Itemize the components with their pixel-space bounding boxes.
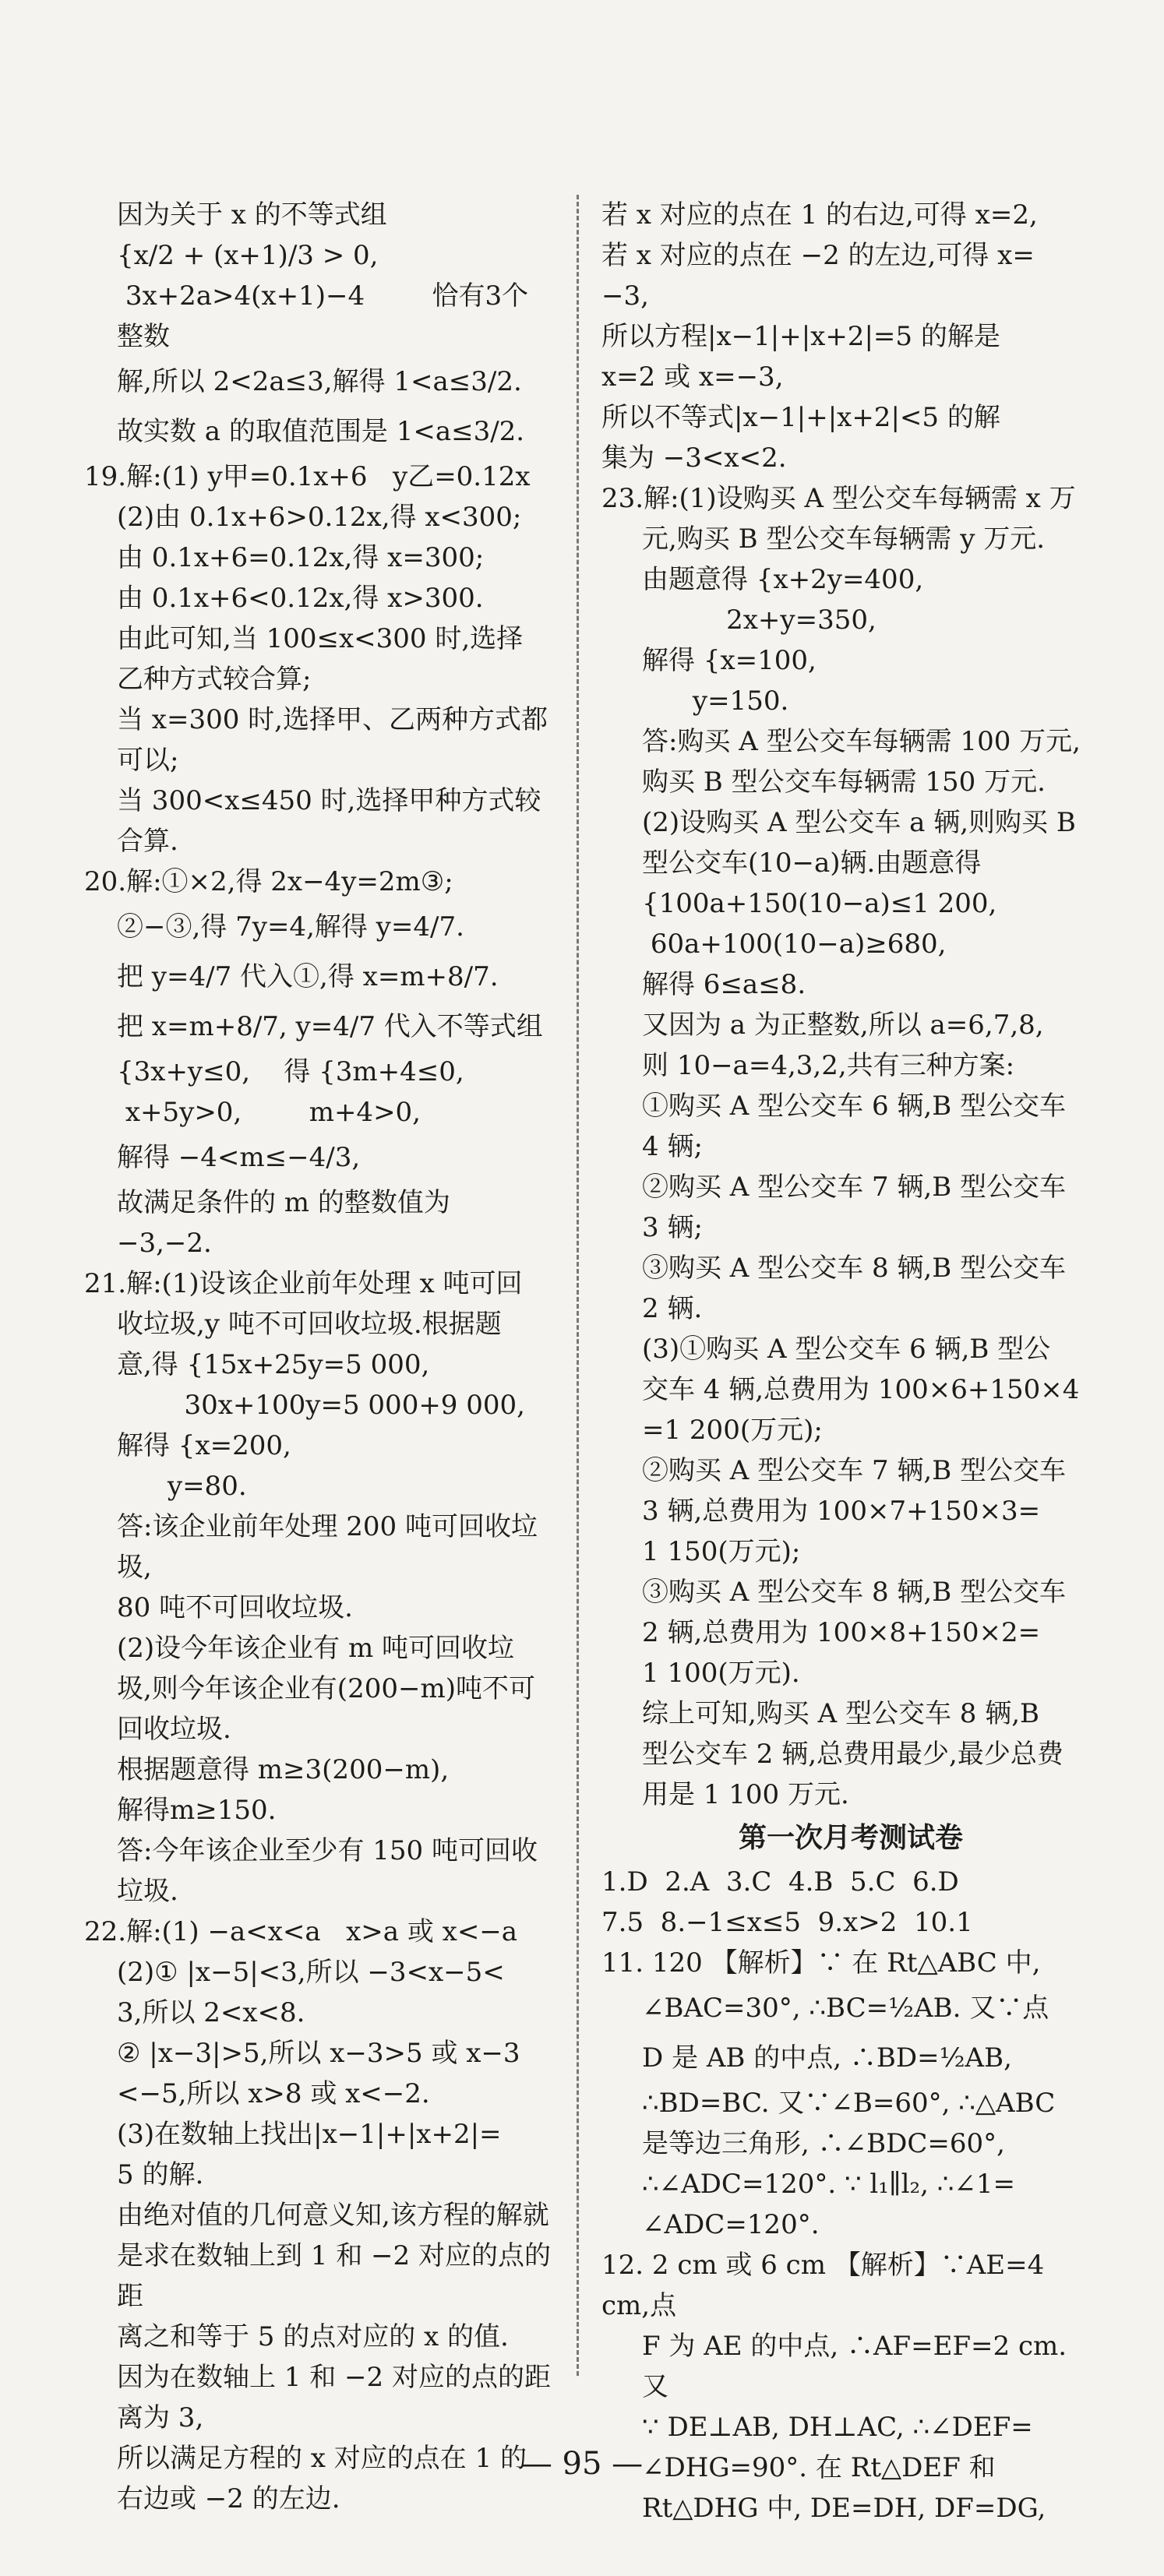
text-line: 集为 −3<x<2. [601,442,787,474]
text-line: 右边或 −2 的左边. [117,2483,340,2514]
text-line: 则 10−a=4,3,2,共有三种方案: [642,1050,1015,1081]
text-line: ∴∠ADC=120°. ∵ l₁∥l₂, ∴∠1= [642,2169,1015,2200]
text-line: (3)在数轴上找出|x−1|+|x+2|= [117,2119,502,2150]
text-line: x=2 或 x=−3, [601,361,784,393]
text-line: 解得 {x=200, [117,1430,291,1461]
text-line: =1 200(万元); [642,1415,823,1446]
text-line: 因为在数轴上 1 和 −2 对应的点的距 [117,2362,551,2393]
text-line: 若 x 对应的点在 1 的右边,可得 x=2, [601,199,1038,231]
text-line: 4 辆; [642,1131,703,1162]
text-line: {x/2 + (x+1)/3 > 0, [117,240,379,271]
text-line: ③购买 A 型公交车 8 辆,B 型公交车 [642,1253,1067,1284]
text-line: 当 x=300 时,选择甲、乙两种方式都 [117,704,548,735]
text-line: 当 300<x≤450 时,选择甲种方式较 [117,785,541,816]
text-line: x+5y>0, m+4>0, [117,1097,421,1128]
text-line: 80 吨不可回收垃圾. [117,1592,353,1623]
text-line: 19.解:(1) y甲=0.1x+6 y乙=0.12x [84,461,531,492]
text-line: 解得m≥150. [117,1795,277,1826]
text-line: 回收垃圾. [117,1714,231,1745]
text-line: 离为 3, [117,2402,204,2433]
text-line: 合算. [117,826,178,857]
text-line: ∵ DE⊥AB, DH⊥AC, ∴∠DEF= [642,2412,1033,2443]
text-line: 1.D 2.A 3.C 4.B 5.C 6.D [601,1866,959,1898]
text-line: 2 辆,总费用为 100×8+150×2= [642,1617,1041,1648]
text-line: 11. 120 【解析】∵ 在 Rt△ABC 中, [601,1947,1041,1979]
text-line: 根据题意得 m≥3(200−m), [117,1754,450,1785]
text-line: ③购买 A 型公交车 8 辆,B 型公交车 [642,1577,1067,1608]
right-column [601,195,1100,2528]
text-line: ②−③,得 7y=4,解得 y=4/7. [117,911,464,943]
text-line: 垃圾. [117,1876,178,1907]
text-line: 21.解:(1)设该企业前年处理 x 吨可回 [84,1268,523,1299]
text-line: 因为关于 x 的不等式组 [117,199,387,231]
text-line: 解得 {x=100, [642,645,817,676]
text-line: 由 0.1x+6=0.12x,得 x=300; [117,542,485,573]
text-line: {100a+150(10−a)≤1 200, [642,888,997,919]
text-line: (3)①购买 A 型公交车 6 辆,B 型公 [642,1334,1051,1365]
text-line: 所以方程|x−1|+|x+2|=5 的解是 [601,321,1000,352]
text-line: 用是 1 100 万元. [642,1779,849,1810]
text-line: y=150. [642,685,789,717]
text-line: y=80. [117,1471,247,1502]
text-line: (2)设购买 A 型公交车 a 辆,则购买 B [642,807,1076,838]
text-line: 解得 −4<m≤−4/3, [117,1142,361,1173]
text-line: (2)① |x−5|<3,所以 −3<x−5< [117,1957,505,1988]
text-line: 由此可知,当 100≤x<300 时,选择 [117,623,524,654]
text-line: 又因为 a 为正整数,所以 a=6,7,8, [642,1010,1044,1041]
text-line: 3x+2a>4(x+1)−4 恰有3个整数 [117,280,529,352]
text-line: 20.解:①×2,得 2x−4y=2m③; [84,866,453,897]
section-title: 第一次月考测试卷 [738,1822,963,1854]
text-line: 30x+100y=5 000+9 000, [117,1390,525,1421]
text-line: 22.解:(1) −a<x<a x>a 或 x<−a [84,1916,518,1947]
text-line: 答:该企业前年处理 200 吨可回收垃圾, [117,1511,538,1583]
text-line: 3 辆; [642,1212,703,1243]
text-line: 3,所以 2<x<8. [117,1997,305,2028]
text-line: 解得 6≤a≤8. [642,969,806,1000]
page-number: — 95 — [520,2446,644,2482]
text-line: (2)由 0.1x+6>0.12x,得 x<300; [117,502,522,533]
text-line: 故满足条件的 m 的整数值为 −3,−2. [117,1187,459,1259]
text-line: 意,得 {15x+25y=5 000, [117,1349,430,1380]
text-line: 由 0.1x+6<0.12x,得 x>300. [117,583,484,614]
text-line: 解,所以 2<2a≤3,解得 1<a≤3/2. [117,366,522,397]
text-line: ② |x−3|>5,所以 x−3>5 或 x−3 [117,2038,520,2069]
column-divider [577,195,579,2376]
text-line: 交车 4 辆,总费用为 100×6+150×4 [642,1374,1080,1405]
text-line: 收垃圾,y 吨不可回收垃圾.根据题 [117,1309,502,1340]
text-line: 12. 2 cm 或 6 cm 【解析】∵AE=4 cm,点 [601,2250,1053,2321]
text-line: 元,购买 B 型公交车每辆需 y 万元. [642,523,1046,555]
text-line: 型公交车 2 辆,总费用最少,最少总费 [642,1739,1063,1770]
text-line: 7.5 8.−1≤x≤5 9.x>2 10.1 [601,1907,973,1938]
text-line: 可以; [117,745,179,776]
text-line: 23.解:(1)设购买 A 型公交车每辆需 x 万 [601,483,1076,514]
text-line: ①购买 A 型公交车 6 辆,B 型公交车 [642,1091,1067,1122]
text-line: 型公交车(10−a)辆.由题意得 [642,848,982,879]
text-line: ∴BD=BC. 又∵∠B=60°, ∴△ABC [642,2088,1056,2119]
text-line: 乙种方式较合算; [117,664,312,695]
text-line: ②购买 A 型公交车 7 辆,B 型公交车 [642,1455,1067,1486]
text-line: 离之和等于 5 的点对应的 x 的值. [117,2321,509,2352]
text-line: 60a+100(10−a)≥680, [642,929,947,960]
text-line: 2 辆. [642,1293,703,1324]
text-line: 是等边三角形, ∴∠BDC=60°, [642,2128,1005,2159]
text-line: 是求在数轴上到 1 和 −2 对应的点的距 [117,2240,551,2312]
text-line: 1 150(万元); [642,1536,801,1567]
text-line: Rt△DHG 中, DE=DH, DF=DG, [642,2493,1046,2524]
text-line: 若 x 对应的点在 −2 的左边,可得 x= [601,240,1035,271]
text-line: 所以不等式|x−1|+|x+2|<5 的解 [601,402,1000,433]
text-line: F 为 AE 的中点, ∴AF=EF=2 cm. 又 [642,2331,1075,2402]
text-line: ∠DHG=90°. 在 Rt△DEF 和 [642,2452,996,2483]
left-column [84,195,552,2519]
text-line: 故实数 a 的取值范围是 1<a≤3/2. [117,416,525,447]
text-line: <−5,所以 x>8 或 x<−2. [117,2078,430,2109]
text-line: 由绝对值的几何意义知,该方程的解就 [117,2200,549,2231]
text-line: ∠ADC=120°. [642,2209,820,2240]
text-line: (2)设今年该企业有 m 吨可回收垃 [117,1633,515,1664]
text-line: D 是 AB 的中点, ∴BD=½AB, [642,2042,1012,2074]
text-line: {3x+y≤0, 得 {3m+4≤0, [117,1056,464,1087]
text-line: −3, [601,280,649,312]
text-line: 所以满足方程的 x 对应的点在 1 的 [117,2443,527,2474]
text-line: 5 的解. [117,2159,204,2190]
text-line: 答:今年该企业至少有 150 吨可回收 [117,1835,538,1866]
text-line: 把 y=4/7 代入①,得 x=m+8/7. [117,961,499,992]
text-line: 1 100(万元). [642,1658,800,1689]
text-line: 答:购买 A 型公交车每辆需 100 万元, [642,726,1081,757]
text-line: 圾,则今年该企业有(200−m)吨不可 [117,1673,535,1704]
text-line: 购买 B 型公交车每辆需 150 万元. [642,766,1046,798]
text-line: ∠BAC=30°, ∴BC=½AB. 又∵点 [642,1993,1049,2024]
text-line: ②购买 A 型公交车 7 辆,B 型公交车 [642,1172,1067,1203]
text-line: 综上可知,购买 A 型公交车 8 辆,B [642,1698,1040,1729]
text-line: 把 x=m+8/7, y=4/7 代入不等式组 [117,1011,543,1042]
text-line: 2x+y=350, [642,604,877,636]
text-line: 3 辆,总费用为 100×7+150×3= [642,1496,1041,1527]
text-line: 由题意得 {x+2y=400, [642,564,924,595]
